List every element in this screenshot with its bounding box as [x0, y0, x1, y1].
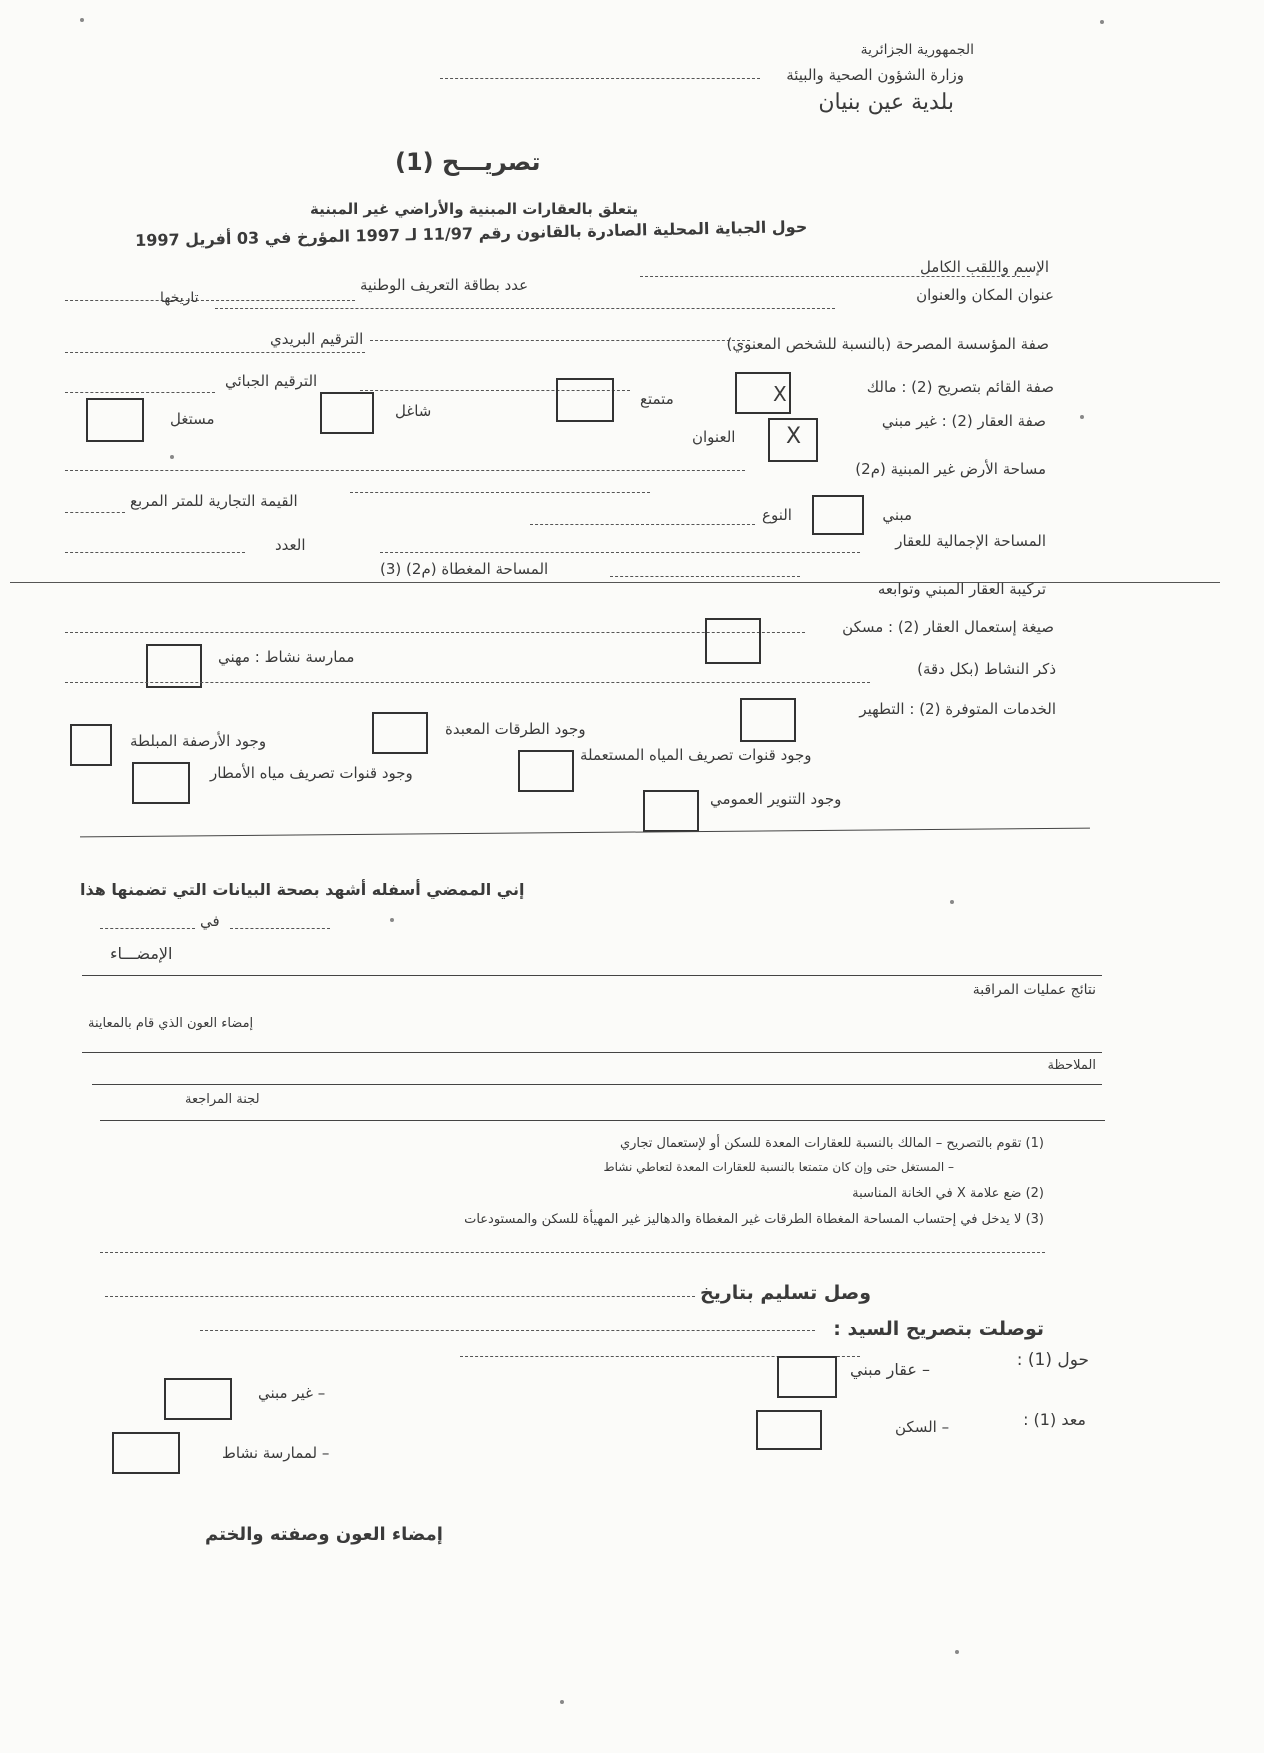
receipt-received-line — [200, 1330, 815, 1331]
label-activity-mention: ذكر النشاط (بكل دقة) — [917, 660, 1056, 678]
postal-line — [370, 340, 750, 341]
property-address-line — [65, 470, 745, 471]
tenant-checkbox[interactable] — [556, 378, 614, 422]
type-line — [530, 524, 755, 525]
attestation-in: في — [200, 912, 220, 930]
label-land-area: مساحة الأرض غير المبنية (م2) — [855, 460, 1046, 478]
note-1b: – المستغل حتى وإن كان متمتعا بالنسبة للعقارات المعدة لتعاطي نشاط — [603, 1160, 954, 1174]
built-checkbox[interactable] — [812, 495, 864, 535]
label-type: النوع — [762, 506, 792, 524]
scan-speck — [170, 455, 174, 459]
form-subtitle-2: حول الجباية المحلية الصادرة بالقانون رقم 11/97 لـ 1997 المؤرخ في 03 أفريل 1997 — [134, 216, 808, 251]
non-built-checkbox-mark: X — [786, 424, 802, 449]
label-address: عنوان المكان والعنوان — [916, 286, 1054, 304]
label-property-status: صفة العقار (2) : غير مبني — [881, 412, 1046, 430]
scan-speck — [1100, 20, 1104, 24]
receipt-footer-signature: إمضاء العون وصفته والختم — [205, 1524, 443, 1545]
label-id-card: عدد بطاقة التعريف الوطنية — [360, 276, 529, 294]
label-services: الخدمات المتوفرة (2) : التطهير — [859, 700, 1056, 718]
control-mid-line-2 — [92, 1084, 1102, 1085]
owner-checkbox-mark: X — [773, 382, 787, 406]
header-municipality: بلدية عين بنيان — [818, 90, 954, 115]
land-area-line — [350, 492, 650, 493]
form-title: تصريـــح (1) — [395, 148, 541, 176]
label-built-area: المساحة الإجمالية للعقار — [895, 532, 1046, 550]
attestation-text: إني الممضي أسفله أشهد بصحة البيانات التي تضمنها هذا — [80, 880, 525, 899]
rain-water-checkbox[interactable] — [132, 762, 190, 804]
composition-line — [65, 632, 805, 633]
receipt-non-built-checkbox[interactable] — [164, 1378, 232, 1420]
label-lighting: وجود التنوير العمومي — [710, 790, 842, 808]
receipt-received: توصلت بتصريح السيد : — [833, 1318, 1044, 1340]
note-3: (3) لا يدخل في إحتساب المساحة المغطاة الطرقات غير المغطاة والدهاليز غير المهيأة للسكن والمستودعات — [464, 1212, 1044, 1227]
receipt-built-property: – عقار مبني — [850, 1360, 930, 1379]
attestation-date-line — [230, 928, 330, 929]
owner-checkbox[interactable] — [735, 372, 791, 414]
label-postal: الترقيم البريدي — [270, 330, 364, 348]
receipt-built-checkbox[interactable] — [777, 1356, 837, 1398]
receipt-non-built: – غير مبني — [258, 1384, 326, 1402]
occupant-checkbox[interactable] — [320, 392, 374, 434]
label-waste-water: وجود قنوات تصريف المياه المستعملة — [580, 746, 812, 764]
form-subtitle-1: يتعلق بالعقارات المبنية والأراضي غير المبنية — [310, 200, 638, 218]
label-usage: صيغة إستعمال العقار (2) : مسكن — [842, 618, 1054, 636]
control-mid-line — [82, 1052, 1102, 1053]
control-bottom-line — [100, 1120, 1105, 1121]
receipt-housing: – السكن — [895, 1418, 950, 1436]
scan-speck — [560, 1700, 564, 1704]
control-observation: الملاحظة — [1047, 1058, 1096, 1073]
scan-speck — [80, 18, 84, 22]
covered-area-text: المساحة المغطاة (م2) — [406, 560, 549, 578]
control-top-line — [82, 975, 1102, 976]
scan-speck — [955, 1650, 959, 1654]
receipt-date-line — [105, 1296, 695, 1297]
label-institution: صفة المؤسسة المصرحة (بالنسبة للشخص المعنوي) — [726, 335, 1049, 353]
section-end-line — [80, 828, 1090, 838]
label-number: العدد — [275, 536, 306, 554]
note-2: (2) ضع علامة X في الخانة المناسبة — [852, 1186, 1044, 1201]
built-area-line — [380, 552, 860, 553]
commercial-value-line — [65, 512, 125, 513]
label-built: مبني — [882, 506, 912, 524]
label-sidewalks: وجود الأرصفة المبلطة — [130, 732, 267, 750]
receipt-intended: معد (1) : — [1023, 1410, 1086, 1429]
inventory-line-left — [65, 392, 215, 393]
label-date: تاريخها — [160, 290, 199, 306]
receipt-title: وصل تسليم بتاريخ — [700, 1282, 872, 1304]
receipt-activity: – لممارسة نشاط — [222, 1444, 330, 1462]
label-composition: تركيبة العقار المبني وتوابعه — [877, 580, 1046, 598]
attestation-signature: الإمضـــاء — [110, 944, 173, 963]
number-line — [65, 552, 245, 553]
label-declarant-status: صفة القائم بتصريح (2) : مالك — [866, 378, 1054, 396]
institution-line — [65, 352, 365, 353]
header-line — [440, 78, 760, 79]
label-address-2: العنوان — [692, 428, 736, 446]
scan-speck — [1080, 415, 1084, 419]
label-occupant: شاغل — [395, 402, 432, 420]
attestation-place-line — [100, 928, 195, 929]
label-renter: مستغل — [170, 410, 215, 428]
receipt-housing-checkbox[interactable] — [756, 1410, 822, 1450]
note-1: (1) تقوم بالتصريح – المالك بالنسبة للعقارات المعدة للسكن أو لإستعمال تجاري — [619, 1136, 1044, 1151]
header-republic: الجمهورية الجزائرية — [860, 42, 974, 58]
label-commercial-value: القيمة التجارية للمتر المربع — [130, 492, 298, 510]
label-covered-area — [380, 560, 548, 578]
control-review-committee: لجنة المراجعة — [185, 1092, 260, 1107]
sidewalks-checkbox[interactable] — [70, 724, 112, 766]
label-activity: ممارسة نشاط : مهني — [218, 648, 355, 666]
label-rain-water: وجود قنوات تصريف مياه الأمطار — [210, 764, 413, 782]
control-results: نتائج عمليات المراقبة — [972, 982, 1096, 998]
label-name: الإسم واللقب الكامل — [919, 258, 1049, 276]
covered-area-line — [610, 576, 800, 577]
scan-speck — [950, 900, 954, 904]
waste-water-checkbox[interactable] — [518, 750, 574, 792]
receipt-about: حول (1) : — [1016, 1350, 1089, 1370]
label-inventory: الترقيم الجبائي — [225, 372, 318, 390]
lighting-checkbox[interactable] — [643, 790, 699, 832]
covered-area-note: (3) — [380, 560, 402, 578]
scan-speck — [390, 918, 394, 922]
sanitation-checkbox[interactable] — [740, 698, 796, 742]
receipt-activity-checkbox[interactable] — [112, 1432, 180, 1474]
name-line — [640, 276, 1030, 277]
non-built-checkbox[interactable] — [768, 418, 818, 462]
id-card-line — [65, 300, 355, 301]
address-line — [215, 308, 835, 309]
activity-mention-line — [65, 682, 870, 683]
control-agent-signature: إمضاء العون الذي قام بالمعاينة — [88, 1016, 254, 1031]
label-paved-roads: وجود الطرقات المعبدة — [445, 720, 586, 738]
notes-bottom-line — [100, 1252, 1045, 1253]
housing-checkbox[interactable] — [705, 618, 761, 664]
renter-checkbox[interactable] — [86, 398, 144, 442]
label-tenant: متمتع — [640, 390, 674, 408]
paved-roads-checkbox[interactable] — [372, 712, 428, 754]
header-ministry: وزارة الشؤون الصحية والبيئة — [786, 66, 964, 84]
